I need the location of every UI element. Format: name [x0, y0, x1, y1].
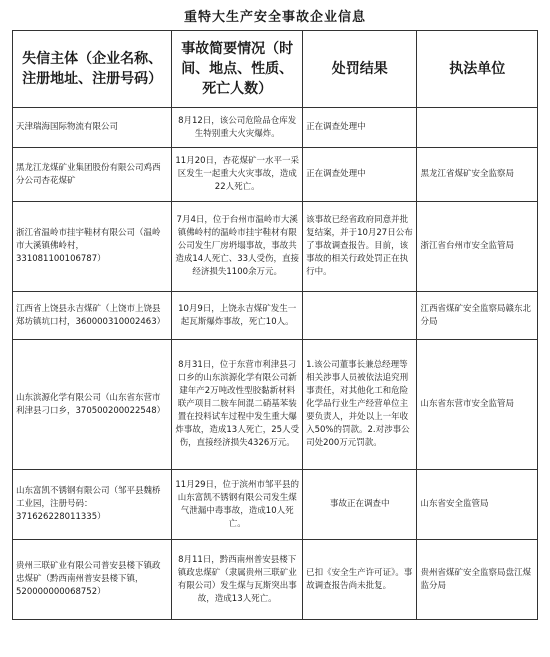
table-row — [13, 108, 538, 148]
cell-punishment — [303, 292, 417, 340]
cell-punishment: 该事故已经省政府同意并批复结案，并于10月27日公布了事故调查报告。目前，该事故的相关行政处罚正在执行中。 — [303, 202, 417, 292]
cell-punishment: 事故正在调查中 — [303, 470, 417, 540]
page-title: 重特大生产安全事故企业信息 — [183, 10, 366, 25]
cell-subject: 贵州三联矿业有限公司普安县楼下镇政忠煤矿（黔西南州普安县楼下镇，520000000068752） — [13, 540, 172, 620]
header-subject: 失信主体（企业名称、注册地址、注册号码） — [13, 31, 172, 108]
cell-subject: 山东滨源化学有限公司（山东省东营市利津县刁口乡，370500200022548） — [13, 340, 172, 470]
header-punishment: 处罚结果 — [303, 31, 417, 108]
table-row — [13, 292, 538, 340]
cell-agency: 山东省安全监管局 — [417, 470, 538, 540]
cell-punishment: 1.该公司董事长兼总经理等相关涉事人员被依法追究刑事责任，对其他化工和危险化学品行业生产经营单位主要负责人，并处以上一年收入50%的罚款。2.对涉事公司处200万元罚款。 — [303, 340, 417, 470]
cell-accident: 7月4日，位于台州市温岭市大溪镇佛岭村的温岭市挂宇鞋材有限公司发生厂房坍塌事故，事故共造成14人死亡、33人受伤，直接经济损失1100余万元。 — [172, 202, 303, 292]
cell-agency — [417, 108, 538, 148]
cell-subject: 浙江省温岭市挂宇鞋材有限公司（温岭市大溪镇佛岭村，331081100106787） — [13, 202, 172, 292]
enterprise-info-table — [12, 30, 538, 620]
cell-agency: 贵州省煤矿安全监察局盘江煤监分局 — [417, 540, 538, 620]
cell-subject: 黑龙江龙煤矿业集团股份有限公司鸡西分公司杏花煤矿 — [13, 148, 172, 202]
cell-agency: 山东省东营市安全监管局 — [417, 340, 538, 470]
cell-accident: 11月29日，位于滨州市邹平县的山东富凯不锈钢有限公司发生煤气泄漏中毒事故，造成10人死亡。 — [172, 470, 303, 540]
cell-agency: 黑龙江省煤矿安全监察局 — [417, 148, 538, 202]
cell-accident: 8月11日，黔西南州普安县楼下镇政忠煤矿（隶属贵州三联矿业有限公司）发生煤与瓦斯突出事故，造成13人死亡。 — [172, 540, 303, 620]
cell-subject: 天津瑞海国际物流有限公司 — [13, 108, 172, 148]
table-row — [13, 540, 538, 620]
header-agency: 执法单位 — [417, 31, 538, 108]
cell-accident: 11月20日，杏花煤矿一水平一采区发生一起重大火灾事故，造成22人死亡。 — [172, 148, 303, 202]
table-header-row — [13, 31, 538, 108]
cell-punishment: 正在调查处理中 — [303, 148, 417, 202]
cell-subject: 江西省上饶县永吉煤矿（上饶市上饶县郑坊镇坑口村，360000310002463） — [13, 292, 172, 340]
table-row — [13, 148, 538, 202]
cell-accident: 8月31日，位于东营市利津县刁口乡的山东滨源化学有限公司新建年产2万吨改性型胶黏新材料联产项目二胺车间混二硝基苯装置在投料试车过程中发生重大爆炸事故，造成13人死亡，25人受伤，直接经济损失4326万元。 — [172, 340, 303, 470]
cell-accident: 10月9日，上饶永吉煤矿发生一起瓦斯爆炸事故，死亡10人。 — [172, 292, 303, 340]
table-row — [13, 202, 538, 292]
cell-subject: 山东富凯不锈钢有限公司（邹平县魏桥工业园，注册号码：371626228011335） — [13, 470, 172, 540]
cell-punishment: 正在调查处理中 — [303, 108, 417, 148]
cell-punishment: 已扣《安全生产许可证》。事故调查报告尚未批复。 — [303, 540, 417, 620]
header-accident: 事故简要情况（时间、地点、性质、死亡人数） — [172, 31, 303, 108]
cell-agency: 江西省煤矿安全监察局赣东北分局 — [417, 292, 538, 340]
table-row — [13, 340, 538, 470]
cell-accident: 8月12日，该公司危险品仓库发生特别重大火灾爆炸。 — [172, 108, 303, 148]
cell-agency: 浙江省台州市安全监管局 — [417, 202, 538, 292]
table-row — [13, 470, 538, 540]
